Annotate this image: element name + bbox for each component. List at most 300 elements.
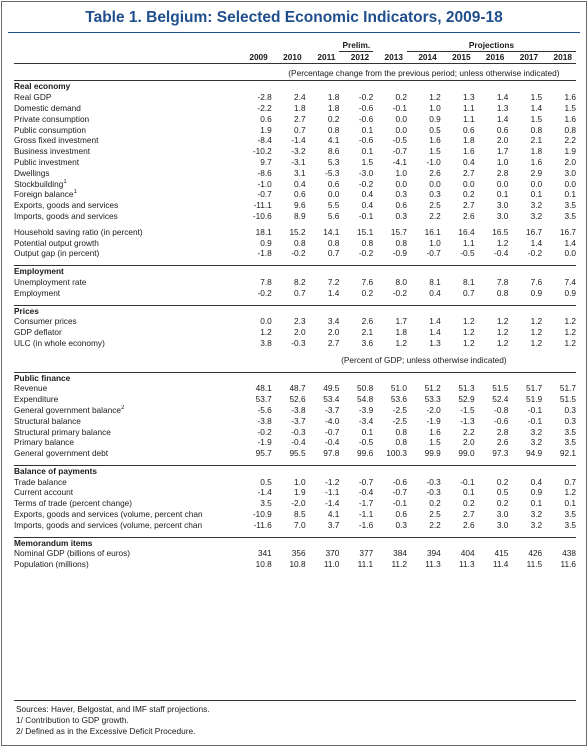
cell-value: 1.5 — [530, 113, 543, 124]
table-row — [14, 427, 576, 438]
cell-value: -4.0 — [325, 415, 340, 426]
cell-value: 51.7 — [526, 383, 543, 394]
cell-value: 0.7 — [294, 124, 306, 135]
row-label: General government debt — [14, 448, 109, 459]
cell-value: -0.2 — [291, 248, 306, 259]
cell-value: 377 — [359, 548, 374, 559]
cell-value: 0.7 — [294, 287, 306, 298]
cell-value: 0.6 — [395, 509, 407, 520]
cell-value: 2.8 — [496, 426, 509, 437]
cell-value: 11.2 — [391, 559, 407, 570]
cell-value: 7.6 — [530, 276, 543, 287]
cell-value: 0.1 — [361, 146, 374, 157]
cell-value: 15.2 — [289, 226, 306, 237]
cell-value: 51.5 — [559, 394, 576, 405]
cell-value: -0.4 — [358, 487, 374, 498]
cell-value: 16.1 — [424, 226, 441, 237]
cell-value: 5.3 — [327, 156, 340, 167]
cell-value: 1.5 — [564, 102, 576, 113]
row-label: Employment — [14, 287, 61, 298]
cell-value: -0.6 — [494, 415, 509, 426]
row-label: Gross fixed investment — [14, 135, 99, 146]
table-row — [14, 548, 576, 559]
row-label: Imports, goods and services (volume, percent chan — [14, 519, 203, 530]
cell-value: 0.4 — [294, 178, 306, 189]
year-header: 2017 — [508, 51, 542, 63]
cell-value: 370 — [325, 548, 340, 559]
cell-value: 2.4 — [294, 92, 306, 103]
cell-value: 0.4 — [429, 287, 441, 298]
row-label: Exports, goods and services — [14, 200, 119, 211]
year-header: 2016 — [475, 51, 509, 63]
cell-value: -1.4 — [291, 135, 306, 146]
cell-value: -10.9 — [252, 509, 272, 520]
cell-value: 394 — [426, 548, 441, 559]
row-label: Stockbuilding$^1$ — [14, 178, 67, 189]
cell-value: 8.0 — [395, 276, 407, 287]
projections-label: Projections — [407, 40, 576, 51]
cell-value: 8.2 — [294, 276, 306, 287]
cell-value: 1.2 — [530, 337, 543, 348]
cell-value: 50.8 — [357, 383, 374, 394]
cell-value: 1.6 — [530, 156, 543, 167]
cell-value: -2.0 — [291, 498, 306, 509]
cell-value: 15.1 — [357, 226, 374, 237]
cell-value: -1.4 — [257, 487, 272, 498]
table-row — [14, 559, 576, 570]
table-row — [14, 189, 576, 200]
cell-value: 1.4 — [530, 237, 543, 248]
cell-value: -0.6 — [358, 113, 374, 124]
prelim-label: Prelim. — [339, 40, 373, 51]
cell-value: 0.8 — [395, 437, 407, 448]
cell-value: 1.2 — [564, 487, 576, 498]
cell-value: 0.3 — [564, 404, 576, 415]
cell-value: 0.0 — [463, 178, 475, 189]
cell-value: 3.5 — [564, 200, 576, 211]
cell-value: 3.6 — [361, 337, 374, 348]
cell-value: 2.3 — [294, 316, 306, 327]
cell-value: 4.1 — [327, 509, 340, 520]
table-body — [14, 40, 576, 570]
cell-value: 1.8 — [395, 327, 407, 338]
cell-value: 1.3 — [463, 92, 475, 103]
cell-value: 4.1 — [327, 135, 340, 146]
cell-value: -0.2 — [392, 287, 407, 298]
cell-value: 3.2 — [530, 210, 543, 221]
cell-value: 99.9 — [424, 448, 441, 459]
cell-value: 92.1 — [559, 448, 576, 459]
cell-value: 2.5 — [429, 200, 441, 211]
bottom-rule — [14, 700, 576, 701]
cell-value: 0.0 — [260, 316, 272, 327]
table-row — [14, 200, 576, 211]
cell-value: 2.0 — [327, 327, 340, 338]
cell-value: 8.5 — [294, 509, 306, 520]
cell-value: -3.0 — [358, 167, 374, 178]
cell-value: -0.7 — [358, 476, 374, 487]
cell-value: 0.6 — [496, 124, 509, 135]
cell-value: 8.9 — [294, 210, 306, 221]
cell-value: 51.9 — [526, 394, 543, 405]
row-label: Structural balance — [14, 415, 81, 426]
cell-value: 7.6 — [361, 276, 374, 287]
cell-value: -0.6 — [358, 135, 374, 146]
cell-value: 7.2 — [327, 276, 340, 287]
cell-value: 1.4 — [496, 92, 509, 103]
row-label: Current account — [14, 487, 74, 498]
row-label: GDP deflator — [14, 327, 62, 338]
cell-value: -1.8 — [257, 248, 272, 259]
cell-value: 1.1 — [463, 102, 475, 113]
table-row — [14, 211, 576, 222]
cell-value: 438 — [562, 548, 576, 559]
year-header: 2009 — [238, 51, 272, 63]
year-header: 2010 — [272, 51, 306, 63]
row-label: Nominal GDP (billions of euros) — [14, 548, 131, 559]
cell-value: 10.8 — [255, 559, 272, 570]
cell-value: 7.0 — [294, 519, 306, 530]
table-row — [14, 477, 576, 488]
cell-value: 1.2 — [463, 337, 475, 348]
cell-value: -1.5 — [460, 404, 475, 415]
cell-value: 53.7 — [255, 394, 272, 405]
units-note: (Percent of GDP; unless otherwise indicated) — [341, 354, 507, 365]
cell-value: 0.9 — [530, 287, 543, 298]
section-title: Memorandum items — [14, 537, 576, 548]
table-row — [14, 92, 576, 103]
cell-value: 1.8 — [327, 102, 340, 113]
cell-value: -1.2 — [325, 476, 340, 487]
cell-value: 2.2 — [463, 426, 475, 437]
cell-value: 3.2 — [530, 519, 543, 530]
row-label: Private consumption — [14, 113, 90, 124]
cell-value: -1.1 — [325, 487, 340, 498]
cell-value: 54.8 — [357, 394, 374, 405]
table-row — [14, 437, 576, 448]
cell-value: 0.2 — [395, 92, 407, 103]
cell-value: -0.2 — [358, 248, 374, 259]
cell-value: 7.4 — [564, 276, 576, 287]
cell-value: 2.0 — [463, 437, 475, 448]
cell-value: -11.1 — [253, 200, 272, 211]
cell-value: 0.8 — [294, 237, 306, 248]
cell-value: -0.5 — [392, 135, 407, 146]
cell-value: -0.3 — [426, 476, 441, 487]
cell-value: 11.5 — [526, 559, 543, 570]
cell-value: 2.7 — [463, 167, 475, 178]
cell-value: 3.8 — [260, 337, 272, 348]
table-row — [14, 157, 576, 168]
section-title: Public finance — [14, 372, 576, 383]
cell-value: 0.0 — [429, 178, 441, 189]
cell-value: 10.8 — [289, 559, 306, 570]
cell-value: 2.8 — [496, 167, 509, 178]
table-row — [14, 248, 576, 259]
row-label: Structural primary balance — [14, 426, 111, 437]
cell-value: 1.2 — [429, 92, 441, 103]
cell-value: 1.2 — [530, 316, 543, 327]
cell-value: 1.2 — [564, 337, 576, 348]
cell-value: 0.0 — [395, 113, 407, 124]
cell-value: -8.4 — [257, 135, 272, 146]
cell-value: 0.3 — [395, 189, 407, 200]
cell-value: 0.5 — [260, 476, 272, 487]
cell-value: 1.0 — [395, 167, 407, 178]
row-label: Public investment — [14, 156, 80, 167]
cell-value: -1.9 — [426, 415, 441, 426]
cell-value: 2.6 — [496, 437, 509, 448]
cell-value: 3.5 — [564, 437, 576, 448]
cell-value: -0.1 — [460, 476, 475, 487]
footnotes — [16, 704, 210, 737]
cell-value: -3.1 — [291, 156, 306, 167]
cell-value: 1.3 — [429, 337, 441, 348]
cell-value: 0.0 — [327, 189, 340, 200]
cell-value: 2.0 — [564, 156, 576, 167]
cell-value: 51.7 — [559, 383, 576, 394]
cell-value: 1.8 — [327, 92, 340, 103]
row-label: Dwellings — [14, 167, 50, 178]
cell-value: 2.6 — [429, 167, 441, 178]
cell-value: 1.4 — [327, 287, 340, 298]
cell-value: 1.6 — [463, 146, 475, 157]
cell-value: 97.8 — [323, 448, 340, 459]
section-header-row — [14, 81, 576, 92]
cell-value: 1.2 — [496, 327, 509, 338]
year-header: 2018 — [542, 51, 576, 63]
cell-value: -4.1 — [392, 156, 407, 167]
cell-value: 1.5 — [429, 437, 441, 448]
cell-value: 52.6 — [289, 394, 306, 405]
table-row — [14, 103, 576, 114]
cell-value: 5.5 — [327, 200, 340, 211]
cell-value: 48.1 — [255, 383, 272, 394]
cell-value: -0.1 — [527, 404, 543, 415]
cell-value: 0.1 — [496, 189, 509, 200]
footnote-1: 1/ Contribution to GDP growth. — [16, 715, 129, 725]
table-page — [1, 1, 587, 746]
cell-value: 0.6 — [327, 178, 340, 189]
cell-value: -5.3 — [325, 167, 340, 178]
cell-value: 51.3 — [458, 383, 475, 394]
cell-value: 0.3 — [395, 519, 407, 530]
table-row — [14, 448, 576, 459]
cell-value: 9.6 — [294, 200, 306, 211]
year-header-row — [14, 51, 576, 63]
cell-value: 99.6 — [357, 448, 374, 459]
cell-value: 3.5 — [564, 509, 576, 520]
cell-value: 0.7 — [463, 287, 475, 298]
cell-value: 2.2 — [429, 210, 441, 221]
cell-value: -0.7 — [257, 189, 272, 200]
cell-value: 2.0 — [496, 135, 509, 146]
row-label: Population (millions) — [14, 559, 89, 570]
cell-value: 3.5 — [564, 210, 576, 221]
cell-value: 16.4 — [458, 226, 475, 237]
cell-value: -0.2 — [358, 178, 374, 189]
row-label: Household saving ratio (in percent) — [14, 226, 143, 237]
row-label: Foreign balance$^1$ — [14, 189, 77, 200]
cell-value: 1.2 — [496, 316, 509, 327]
cell-value: 2.6 — [463, 519, 475, 530]
cell-value: 2.6 — [463, 210, 475, 221]
cell-value: -0.4 — [291, 437, 306, 448]
year-header: 2015 — [441, 51, 475, 63]
cell-value: -0.7 — [426, 248, 441, 259]
cell-value: -0.1 — [392, 102, 407, 113]
cell-value: 53.3 — [424, 394, 441, 405]
cell-value: 0.8 — [530, 124, 543, 135]
cell-value: 356 — [291, 548, 306, 559]
cell-value: -0.2 — [257, 287, 272, 298]
cell-value: 16.7 — [559, 226, 576, 237]
cell-value: -0.6 — [392, 476, 407, 487]
cell-value: 0.0 — [395, 124, 407, 135]
cell-value: 3.7 — [327, 519, 340, 530]
cell-value: 0.2 — [327, 113, 340, 124]
cell-value: 404 — [460, 548, 475, 559]
cell-value: -0.3 — [291, 337, 306, 348]
cell-value: 3.4 — [327, 316, 340, 327]
cell-value: -3.8 — [257, 415, 272, 426]
section-title: Prices — [14, 305, 576, 316]
cell-value: 0.1 — [463, 487, 475, 498]
row-label: Consumer prices — [14, 316, 77, 327]
cell-value: -5.6 — [257, 404, 272, 415]
table-row — [14, 179, 576, 190]
cell-value: 1.4 — [429, 316, 441, 327]
cell-value: 2.7 — [294, 113, 306, 124]
cell-value: -0.7 — [392, 487, 407, 498]
cell-value: -11.6 — [253, 519, 272, 530]
cell-value: -0.5 — [358, 437, 374, 448]
cell-value: 1.9 — [564, 146, 576, 157]
cell-value: 3.5 — [564, 519, 576, 530]
year-header: 2013 — [373, 51, 407, 63]
cell-value: 1.2 — [496, 337, 509, 348]
table-row — [14, 394, 576, 405]
cell-value: -2.2 — [257, 102, 272, 113]
row-label: Real GDP — [14, 92, 52, 103]
cell-value: -0.1 — [392, 498, 407, 509]
cell-value: 52.4 — [492, 394, 509, 405]
cell-value: 1.0 — [496, 156, 509, 167]
table-row — [14, 125, 576, 136]
cell-value: 3.0 — [496, 509, 509, 520]
cell-value: 1.6 — [564, 113, 576, 124]
section-title: Balance of payments — [14, 465, 576, 476]
cell-value: 3.5 — [260, 498, 272, 509]
cell-value: -2.8 — [257, 92, 272, 103]
cell-value: 1.2 — [260, 327, 272, 338]
cell-value: 0.4 — [463, 156, 475, 167]
cell-value: 1.5 — [530, 92, 543, 103]
cell-value: 0.2 — [463, 498, 475, 509]
cell-value: -1.3 — [460, 415, 475, 426]
cell-value: 18.1 — [255, 226, 272, 237]
cell-value: -8.6 — [257, 167, 272, 178]
cell-value: 0.0 — [530, 178, 543, 189]
cell-value: 1.4 — [496, 113, 509, 124]
row-label: Public consumption — [14, 124, 86, 135]
cell-value: 2.6 — [361, 316, 374, 327]
cell-value: 1.4 — [429, 327, 441, 338]
cell-value: 0.7 — [564, 476, 576, 487]
cell-value: -0.8 — [494, 404, 509, 415]
cell-value: 0.5 — [496, 487, 509, 498]
cell-value: 0.9 — [429, 113, 441, 124]
cell-value: 8.6 — [327, 146, 340, 157]
table-row — [14, 487, 576, 498]
cell-value: 8.1 — [463, 276, 475, 287]
cell-value: 1.8 — [463, 135, 475, 146]
cell-value: 0.1 — [564, 498, 576, 509]
table-row — [14, 238, 576, 249]
cell-value: 0.8 — [564, 124, 576, 135]
table-row — [14, 338, 576, 349]
cell-value: 51.0 — [390, 383, 407, 394]
cell-value: 2.7 — [327, 337, 340, 348]
cell-value: 1.7 — [496, 146, 509, 157]
row-label: Trade balance — [14, 476, 67, 487]
cell-value: -10.2 — [252, 146, 272, 157]
cell-value: 16.7 — [526, 226, 543, 237]
table-row — [14, 520, 576, 531]
cell-value: 7.8 — [496, 276, 509, 287]
cell-value: 2.1 — [530, 135, 543, 146]
cell-value: 0.8 — [496, 287, 509, 298]
cell-value: 0.8 — [327, 237, 340, 248]
footnote-marker: 1 — [63, 178, 67, 185]
cell-value: 0.2 — [496, 476, 509, 487]
cell-value: 52.9 — [458, 394, 475, 405]
cell-value: -3.7 — [325, 404, 340, 415]
cell-value: 0.0 — [496, 178, 509, 189]
row-label: Revenue — [14, 383, 48, 394]
row-label: ULC (in whole economy) — [14, 337, 105, 348]
cell-value: -1.0 — [257, 178, 272, 189]
cell-value: 1.8 — [530, 146, 543, 157]
cell-value: 0.2 — [361, 287, 374, 298]
cell-value: 51.5 — [492, 383, 509, 394]
year-header: 2011 — [306, 51, 340, 63]
table-row — [14, 146, 576, 157]
cell-value: 11.3 — [425, 559, 441, 570]
table-row — [14, 288, 576, 299]
cell-value: -3.8 — [291, 404, 306, 415]
footnote-2: 2/ Defined as in the Excessive Deficit Procedure. — [16, 726, 196, 736]
cell-value: 2.7 — [463, 509, 475, 520]
cell-value: 95.7 — [255, 448, 272, 459]
cell-value: 1.2 — [463, 316, 475, 327]
cell-value: 0.4 — [361, 189, 374, 200]
cell-value: 1.6 — [564, 92, 576, 103]
cell-value: 1.4 — [564, 237, 576, 248]
cell-value: 2.1 — [361, 327, 374, 338]
cell-value: -3.7 — [291, 415, 306, 426]
cell-value: -0.5 — [460, 248, 475, 259]
cell-value: 0.0 — [564, 178, 576, 189]
cell-value: 2.7 — [463, 200, 475, 211]
cell-value: -1.1 — [358, 509, 374, 520]
cell-value: 1.2 — [564, 327, 576, 338]
cell-value: 1.6 — [429, 426, 441, 437]
cell-value: -0.2 — [257, 426, 272, 437]
cell-value: 0.3 — [395, 210, 407, 221]
cell-value: 5.6 — [327, 210, 340, 221]
units-note-row — [14, 355, 576, 366]
